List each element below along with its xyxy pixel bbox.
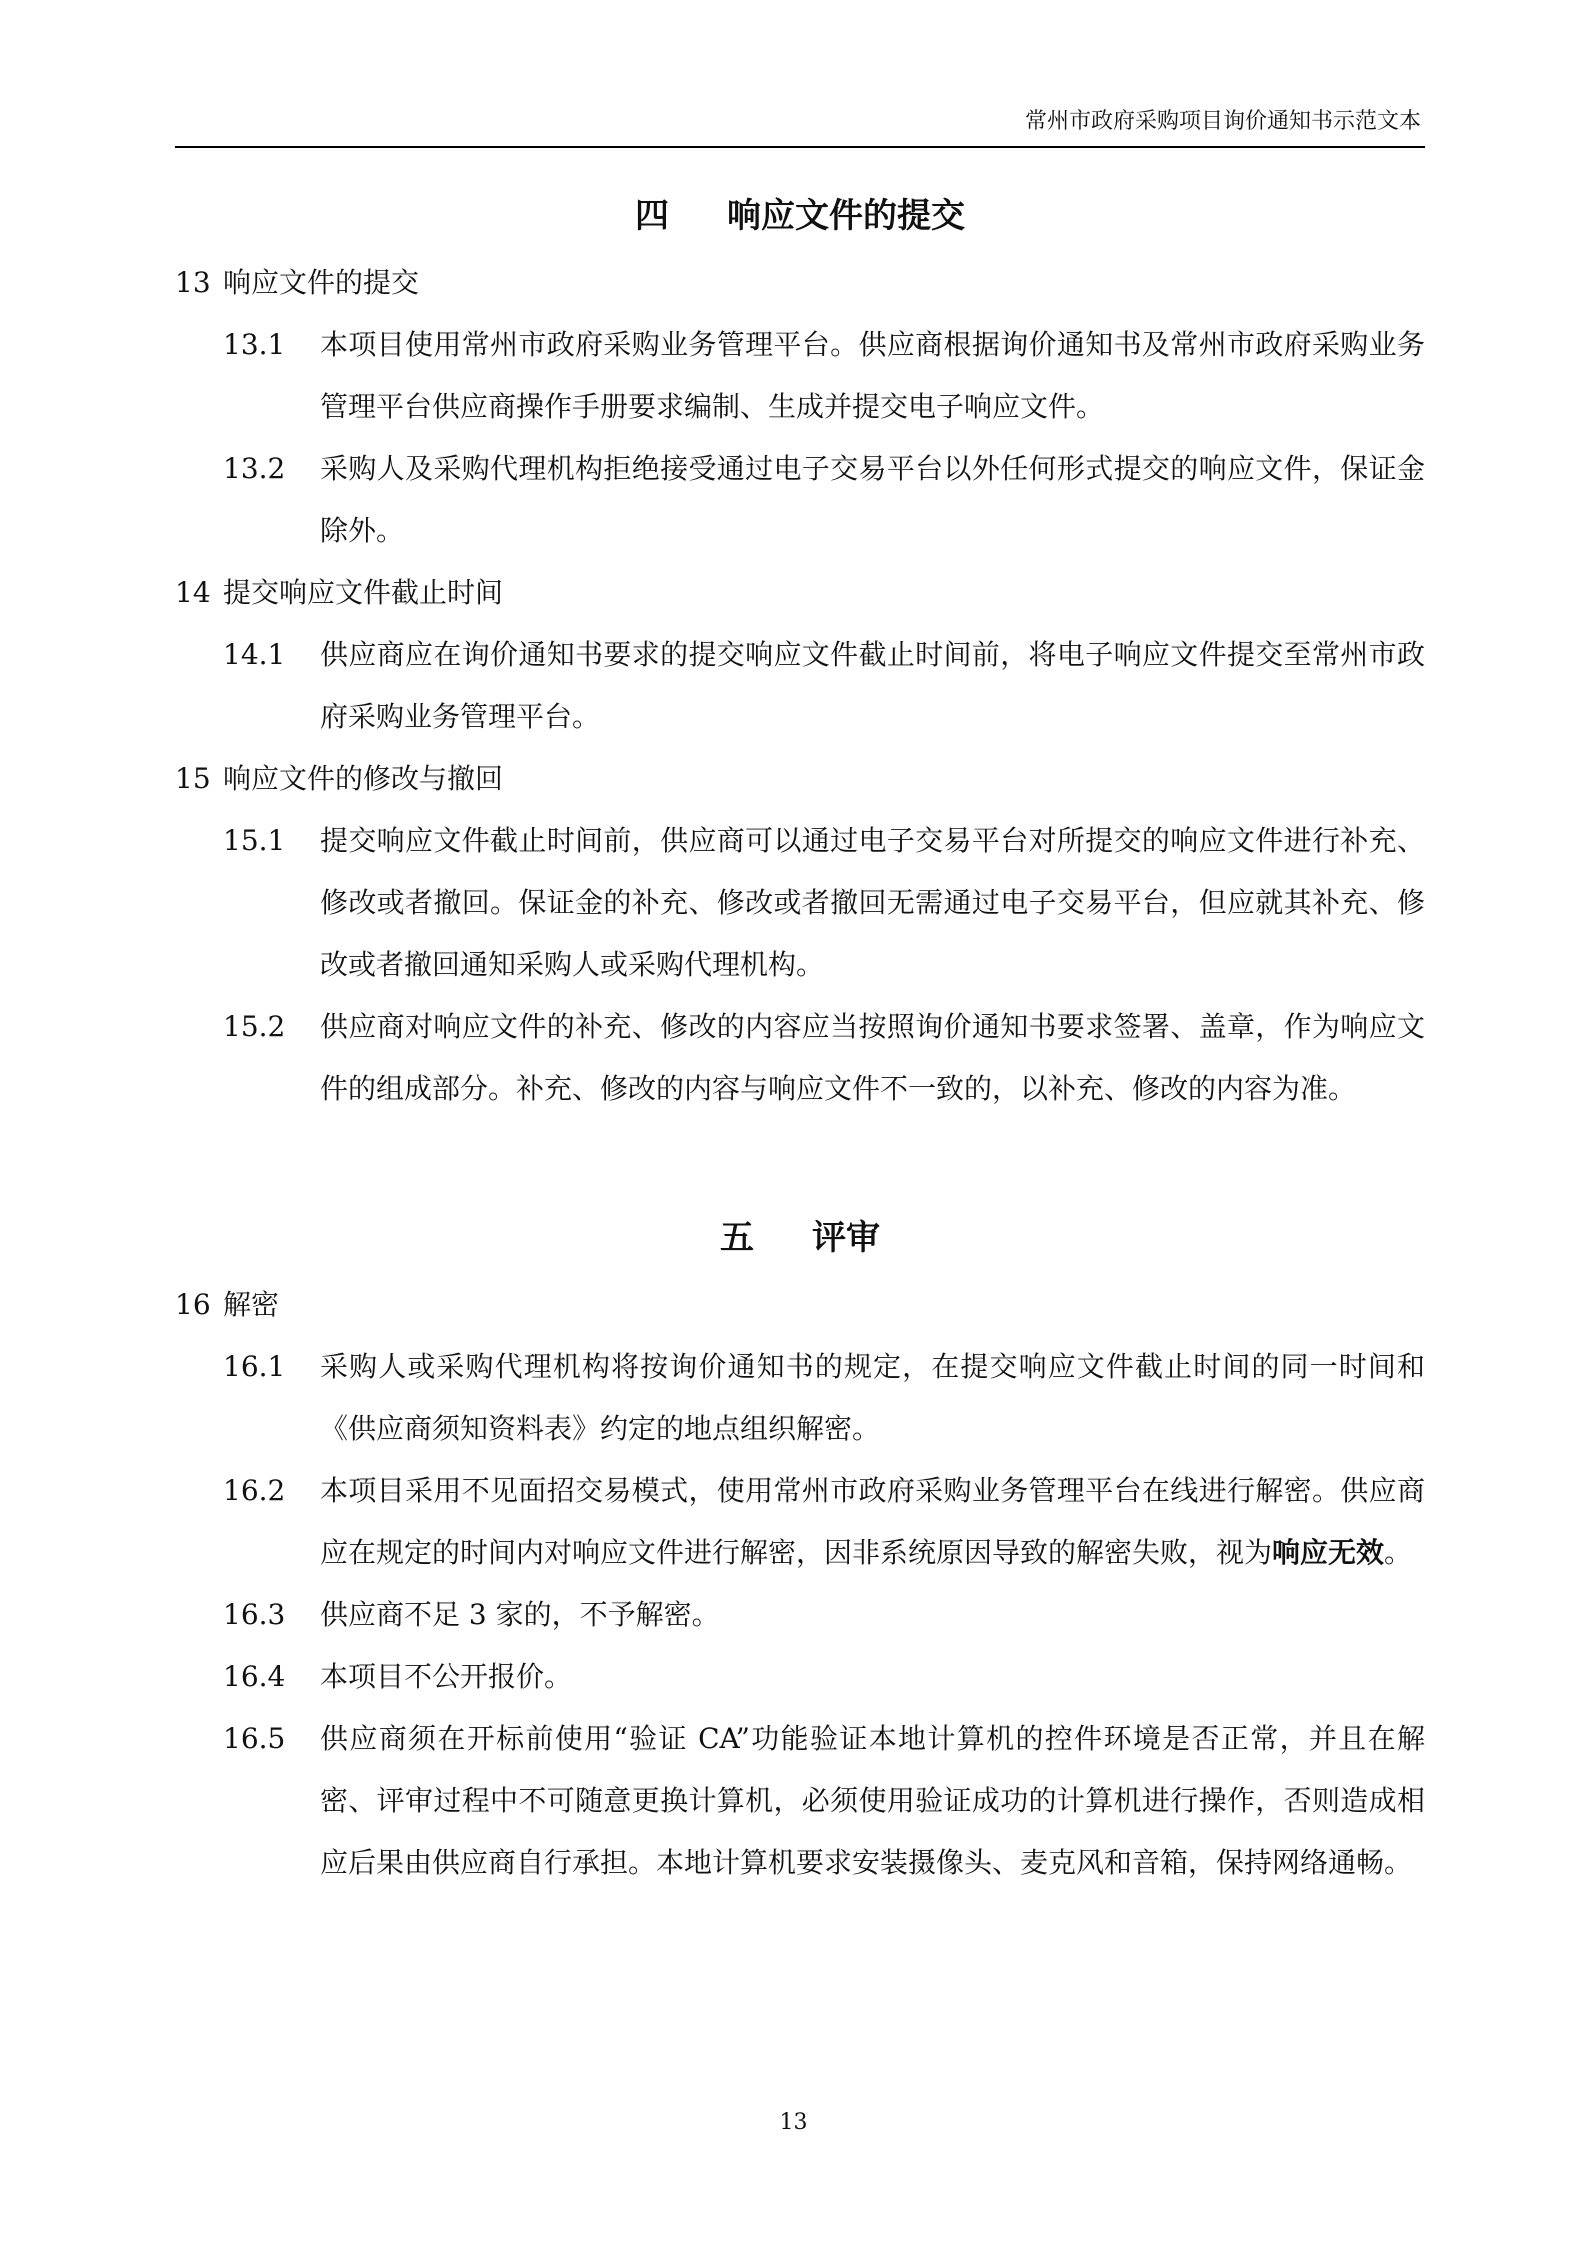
clause-text: 提交响应文件截止时间前，供应商可以通过电子交易平台对所提交的响应文件进行补充、修改或者撤回。保证金的补充、修改或者撤回无需通过电子交易平台，但应就其补充、修改或者撤回通知采购人或采购代理机构。 <box>320 824 1425 981</box>
clause-number: 16.4 <box>223 1660 286 1693</box>
section-title: 提交响应文件截止时间 <box>223 576 504 609</box>
section-heading-14 <box>175 562 1425 624</box>
clause-text: 采购人或采购代理机构将按询价通知书的规定，在提交响应文件截止时间的同一时间和《供应商须知资料表》约定的地点组织解密。 <box>320 1350 1425 1445</box>
clause-number: 15.2 <box>223 1010 286 1043</box>
chapter-heading-4 <box>175 180 1425 252</box>
clause-number: 16.2 <box>223 1474 286 1507</box>
section-heading-15 <box>175 748 1425 810</box>
clause-text-wrapper <box>320 1460 1425 1584</box>
section-heading-16 <box>175 1274 1425 1336</box>
clause-number: 16.1 <box>223 1350 286 1383</box>
section-heading-13 <box>175 252 1425 314</box>
clause-13-2 <box>175 438 1425 562</box>
clause-text: 本项目使用常州市政府采购业务管理平台。供应商根据询价通知书及常州市政府采购业务管理平台供应商操作手册要求编制、生成并提交电子响应文件。 <box>320 328 1425 423</box>
chapter-number: 五 <box>720 1218 754 1258</box>
section-number: 13 <box>175 266 211 299</box>
section-title: 响应文件的修改与撤回 <box>223 762 504 795</box>
clause-number: 13.1 <box>223 328 286 361</box>
section-title: 响应文件的提交 <box>223 266 420 299</box>
clause-number: 14.1 <box>223 638 286 671</box>
clause-number: 16.3 <box>223 1598 286 1631</box>
clause-text: 本项目不公开报价。 <box>320 1660 573 1693</box>
clause-16-1 <box>175 1336 1425 1460</box>
clause-16-5 <box>175 1708 1425 1894</box>
clause-text: 供应商对响应文件的补充、修改的内容应当按照询价通知书要求签署、盖章，作为响应文件的组成部分。补充、修改的内容与响应文件不一致的，以补充、修改的内容为准。 <box>320 1010 1425 1105</box>
clause-text: 本项目采用不见面招交易模式，使用常州市政府采购业务管理平台在线进行解密。供应商应在规定的时间内对响应文件进行解密，因非系统原因导致的解密失败，视为 <box>320 1474 1425 1569</box>
clause-text: 采购人及采购代理机构拒绝接受通过电子交易平台以外任何形式提交的响应文件，保证金除外。 <box>320 452 1425 547</box>
clause-16-4 <box>175 1646 1425 1708</box>
section-number: 15 <box>175 762 211 795</box>
chapter-title: 响应文件的提交 <box>727 196 965 236</box>
clause-text: 供应商不足 3 家的，不予解密。 <box>320 1598 720 1631</box>
clause-15-2 <box>175 996 1425 1120</box>
clause-text: 供应商应在询价通知书要求的提交响应文件截止时间前，将电子响应文件提交至常州市政府采购业务管理平台。 <box>320 638 1425 733</box>
clause-number: 15.1 <box>223 824 286 857</box>
section-number: 14 <box>175 576 211 609</box>
clause-number: 16.5 <box>223 1722 286 1755</box>
page-number: 13 <box>779 2110 808 2135</box>
clause-16-2 <box>175 1460 1425 1584</box>
clause-14-1 <box>175 624 1425 748</box>
section-title: 解密 <box>223 1288 280 1321</box>
chapter-title: 评审 <box>812 1218 880 1258</box>
clause-text: 供应商须在开标前使用“验证 CA”功能验证本地计算机的控件环境是否正常，并且在解密、评审过程中不可随意更换计算机，必须使用验证成功的计算机进行操作，否则造成相应后果由供应商自行承担。本地计算机要求安装摄像头、麦克风和音箱，保持网络通畅。 <box>320 1722 1425 1879</box>
clause-15-1 <box>175 810 1425 996</box>
chapter-number: 四 <box>635 196 669 236</box>
clause-text-tail: 。 <box>1384 1536 1413 1569</box>
clause-13-1 <box>175 314 1425 438</box>
chapter-heading-5 <box>175 1202 1425 1274</box>
running-header <box>175 108 1425 148</box>
clause-16-3 <box>175 1584 1425 1646</box>
clause-number: 13.2 <box>223 452 286 485</box>
section-number: 16 <box>175 1288 211 1321</box>
page-footer <box>0 2110 1587 2135</box>
emphasis-text: 响应无效 <box>1272 1536 1385 1569</box>
document-body <box>175 180 1425 1894</box>
header-title: 常州市政府采购项目询价通知书示范文本 <box>1024 109 1421 134</box>
